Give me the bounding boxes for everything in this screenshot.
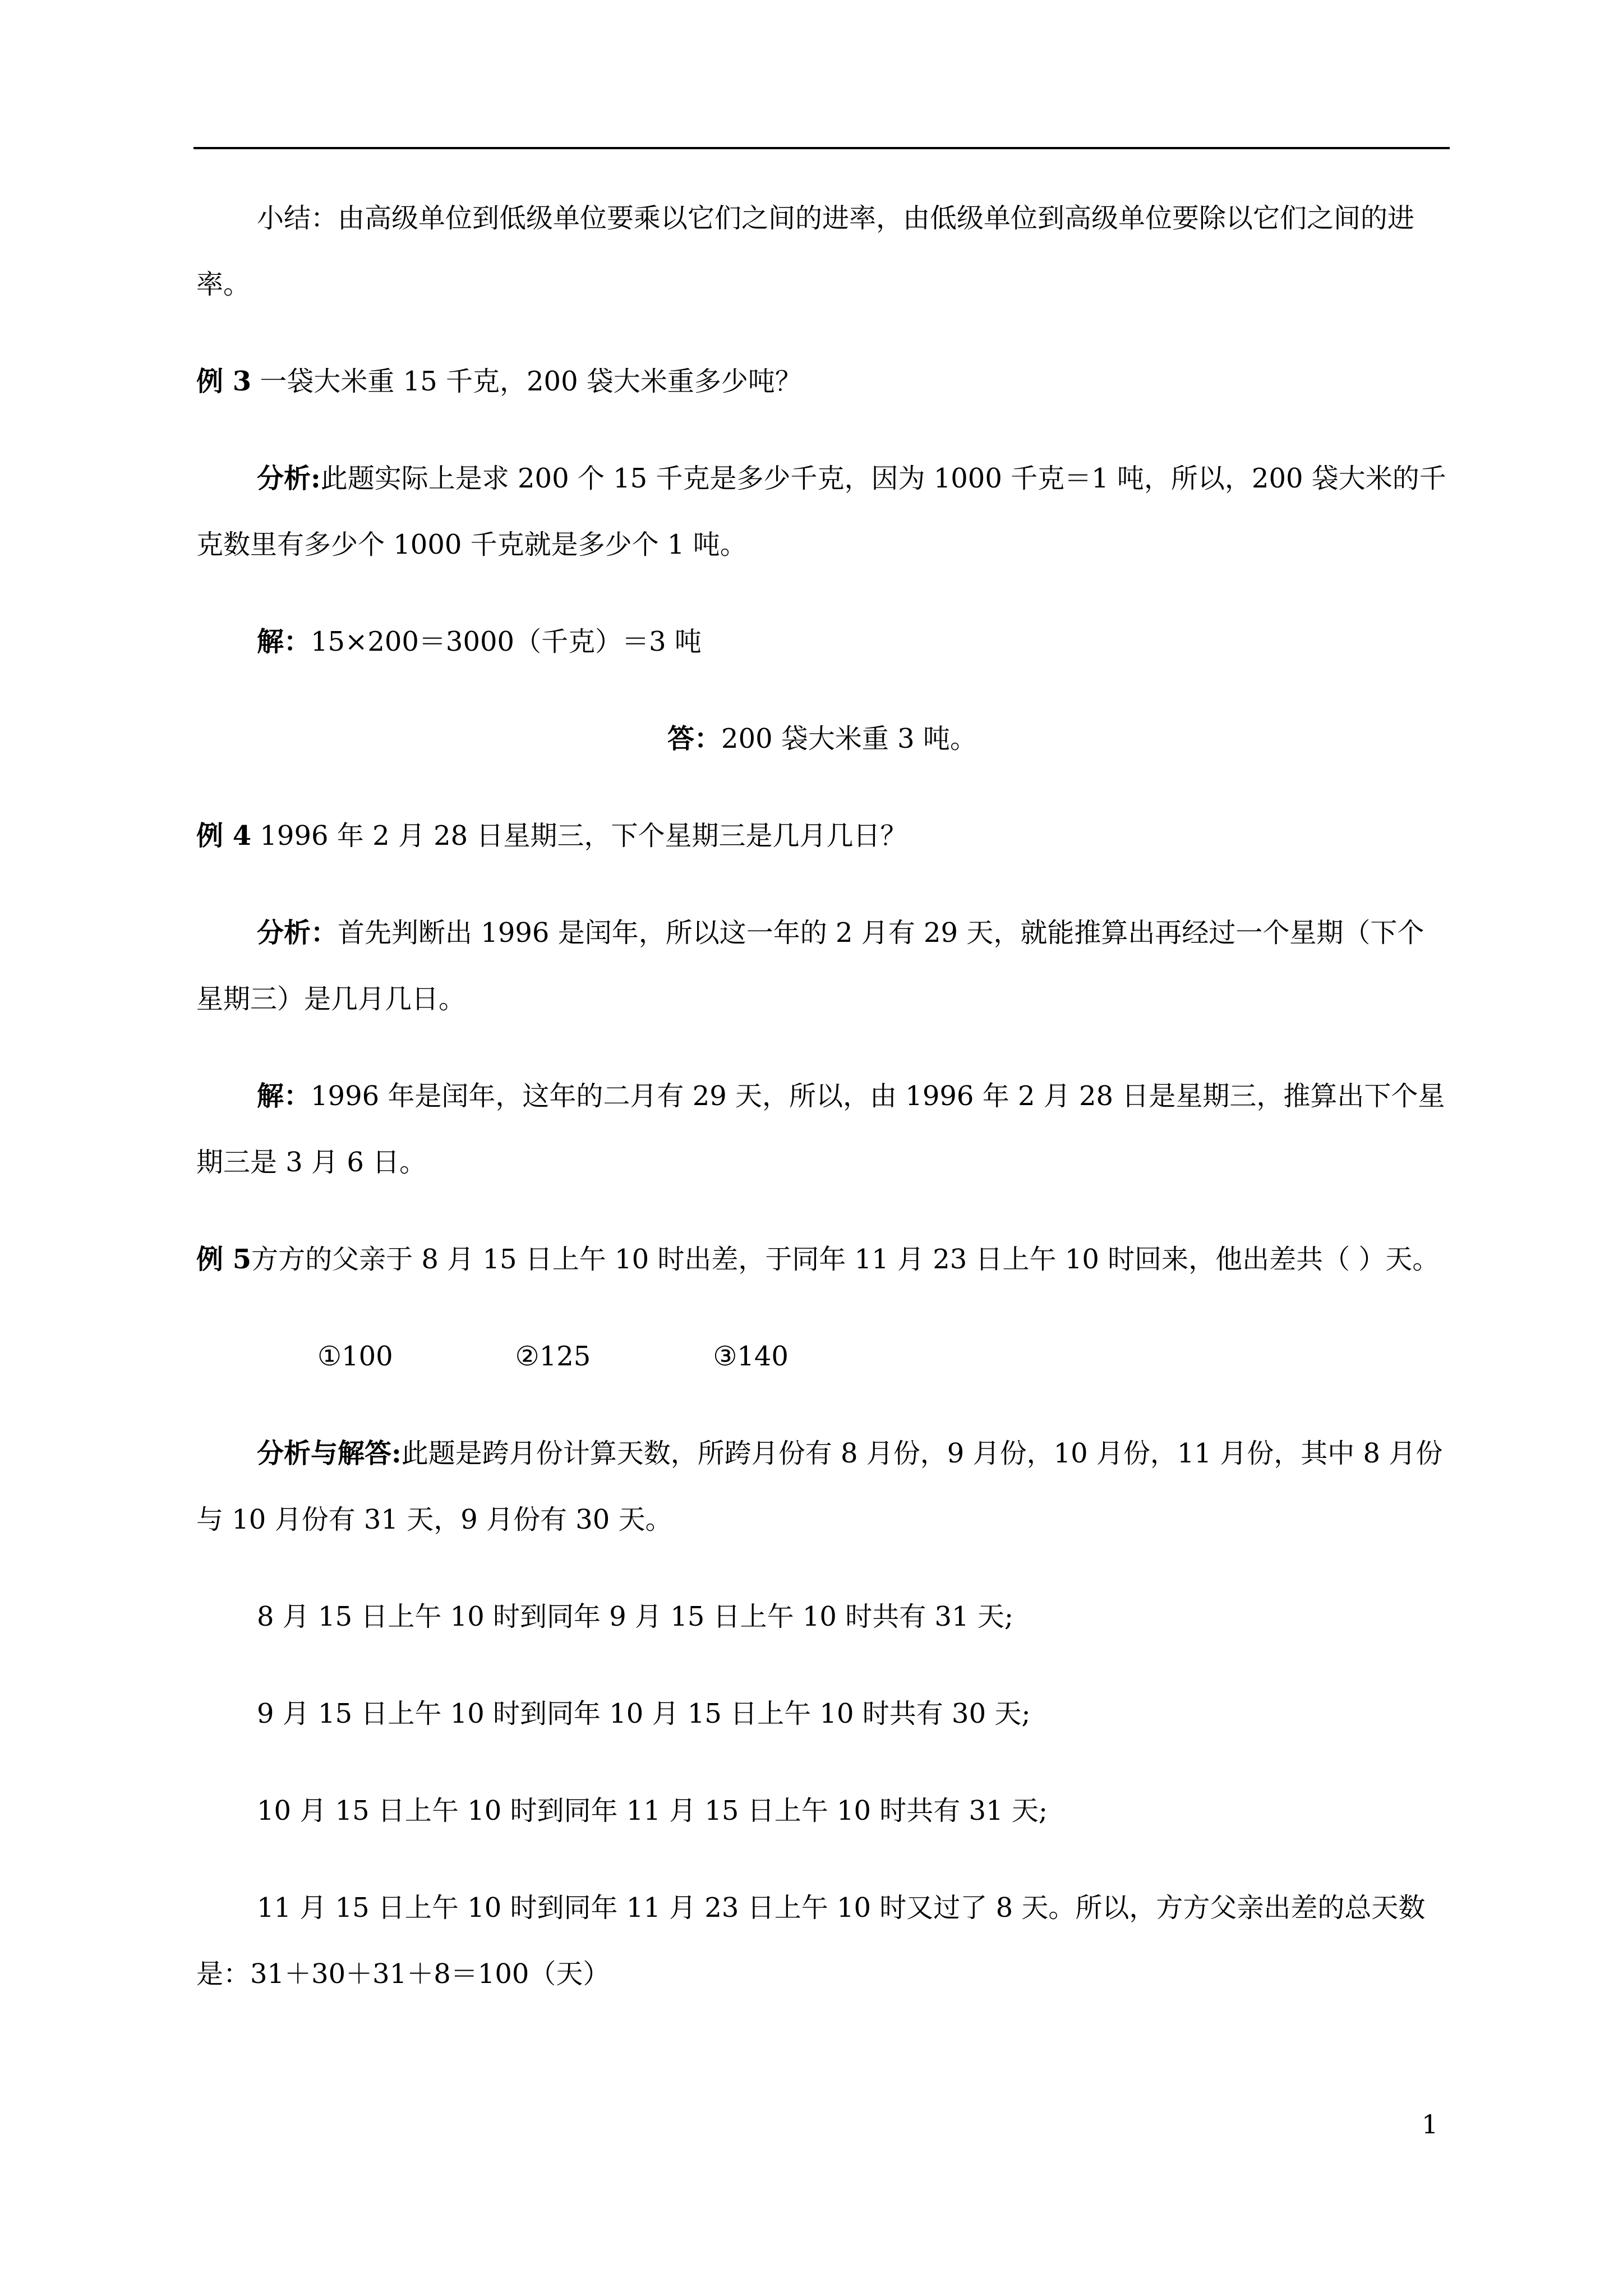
example3-solution (196, 609, 1448, 675)
example4-solution-text: 1996 年是闰年，这年的二月有 29 天，所以，由 1996 年 2 月 28 日是星期三，推算出下个星期三是 3 月 6 日。 (196, 1080, 1445, 1178)
example4-solution (196, 1063, 1448, 1195)
header-rule (193, 147, 1450, 149)
example5-analysis-text: 此题是跨月份计算天数，所跨月份有 8 月份，9 月份，10 月份，11 月份，其中 8 月份与 10 月份有 31 天，9 月份有 30 天。 (196, 1438, 1443, 1535)
example5-options (196, 1323, 1448, 1389)
example5-question-text: 方方的父亲于 8 月 15 日上午 10 时出差，于同年 11 月 23 日上午 10 时回来，他出差共（ ）天。 (251, 1244, 1440, 1275)
example4-analysis (196, 900, 1448, 1032)
example5-label: 例 5 (196, 1244, 252, 1275)
example3-analysis-text: 此题实际上是求 200 个 15 千克是多少千克，因为 1000 千克＝1 吨，所以，200 袋大米的千克数里有多少个 1000 千克就是多少个 1 吨。 (196, 463, 1446, 560)
example3-solution-text: 15×200＝3000（千克）＝3 吨 (311, 626, 702, 657)
example5-analysis-label: 分析与解答: (257, 1438, 402, 1469)
example3-analysis-label: 分析: (257, 463, 321, 494)
option-2: ②125 (515, 1341, 591, 1372)
example3-answer-text: 200 袋大米重 3 吨。 (721, 723, 977, 754)
example4-analysis-text: 首先判断出 1996 是闰年，所以这一年的 2 月有 29 天，就能推算出再经过一个星期（下个星期三）是几月几日。 (196, 917, 1424, 1015)
example3-answer-label: 答： (667, 723, 722, 754)
example5-step-3: 10 月 15 日上午 10 时到同年 11 月 15 日上午 10 时共有 31 天; (257, 1795, 1048, 1826)
example5-question (196, 1226, 1448, 1292)
example3-answer (196, 706, 1448, 772)
example5-step-4: 11 月 15 日上午 10 时到同年 11 月 23 日上午 10 时又过了 8 天。所以，方方父亲出差的总天数是：31＋30＋31＋8＝100（天） (196, 1892, 1426, 1990)
example4-question-text: 1996 年 2 月 28 日星期三，下个星期三是几月几日？ (260, 820, 907, 852)
page-content (196, 185, 1448, 2038)
example5-step-1: 8 月 15 日上午 10 时到同年 9 月 15 日上午 10 时共有 31 天; (257, 1601, 1013, 1632)
option-1: ①100 (317, 1341, 393, 1372)
page-number: 1 (1422, 2109, 1438, 2139)
example5-analysis (196, 1420, 1448, 1553)
example4-solution-label: 解： (257, 1080, 311, 1112)
example3-analysis (196, 445, 1448, 578)
summary-paragraph: 小结：由高级单位到低级单位要乘以它们之间的进率，由低级单位到高级单位要除以它们之间的进率。 (196, 203, 1415, 300)
example4-label: 例 4 (196, 820, 252, 852)
example4-question (196, 803, 1448, 869)
example4-analysis-label: 分析： (257, 917, 338, 949)
example5-step-2: 9 月 15 日上午 10 时到同年 10 月 15 日上午 10 时共有 30 天; (257, 1698, 1031, 1729)
example3-question (196, 348, 1448, 415)
option-3: ③140 (713, 1341, 789, 1372)
example3-solution-label: 解： (257, 626, 311, 657)
example3-question-text: 一袋大米重 15 千克，200 袋大米重多少吨？ (260, 366, 802, 397)
example3-label: 例 3 (196, 366, 252, 397)
